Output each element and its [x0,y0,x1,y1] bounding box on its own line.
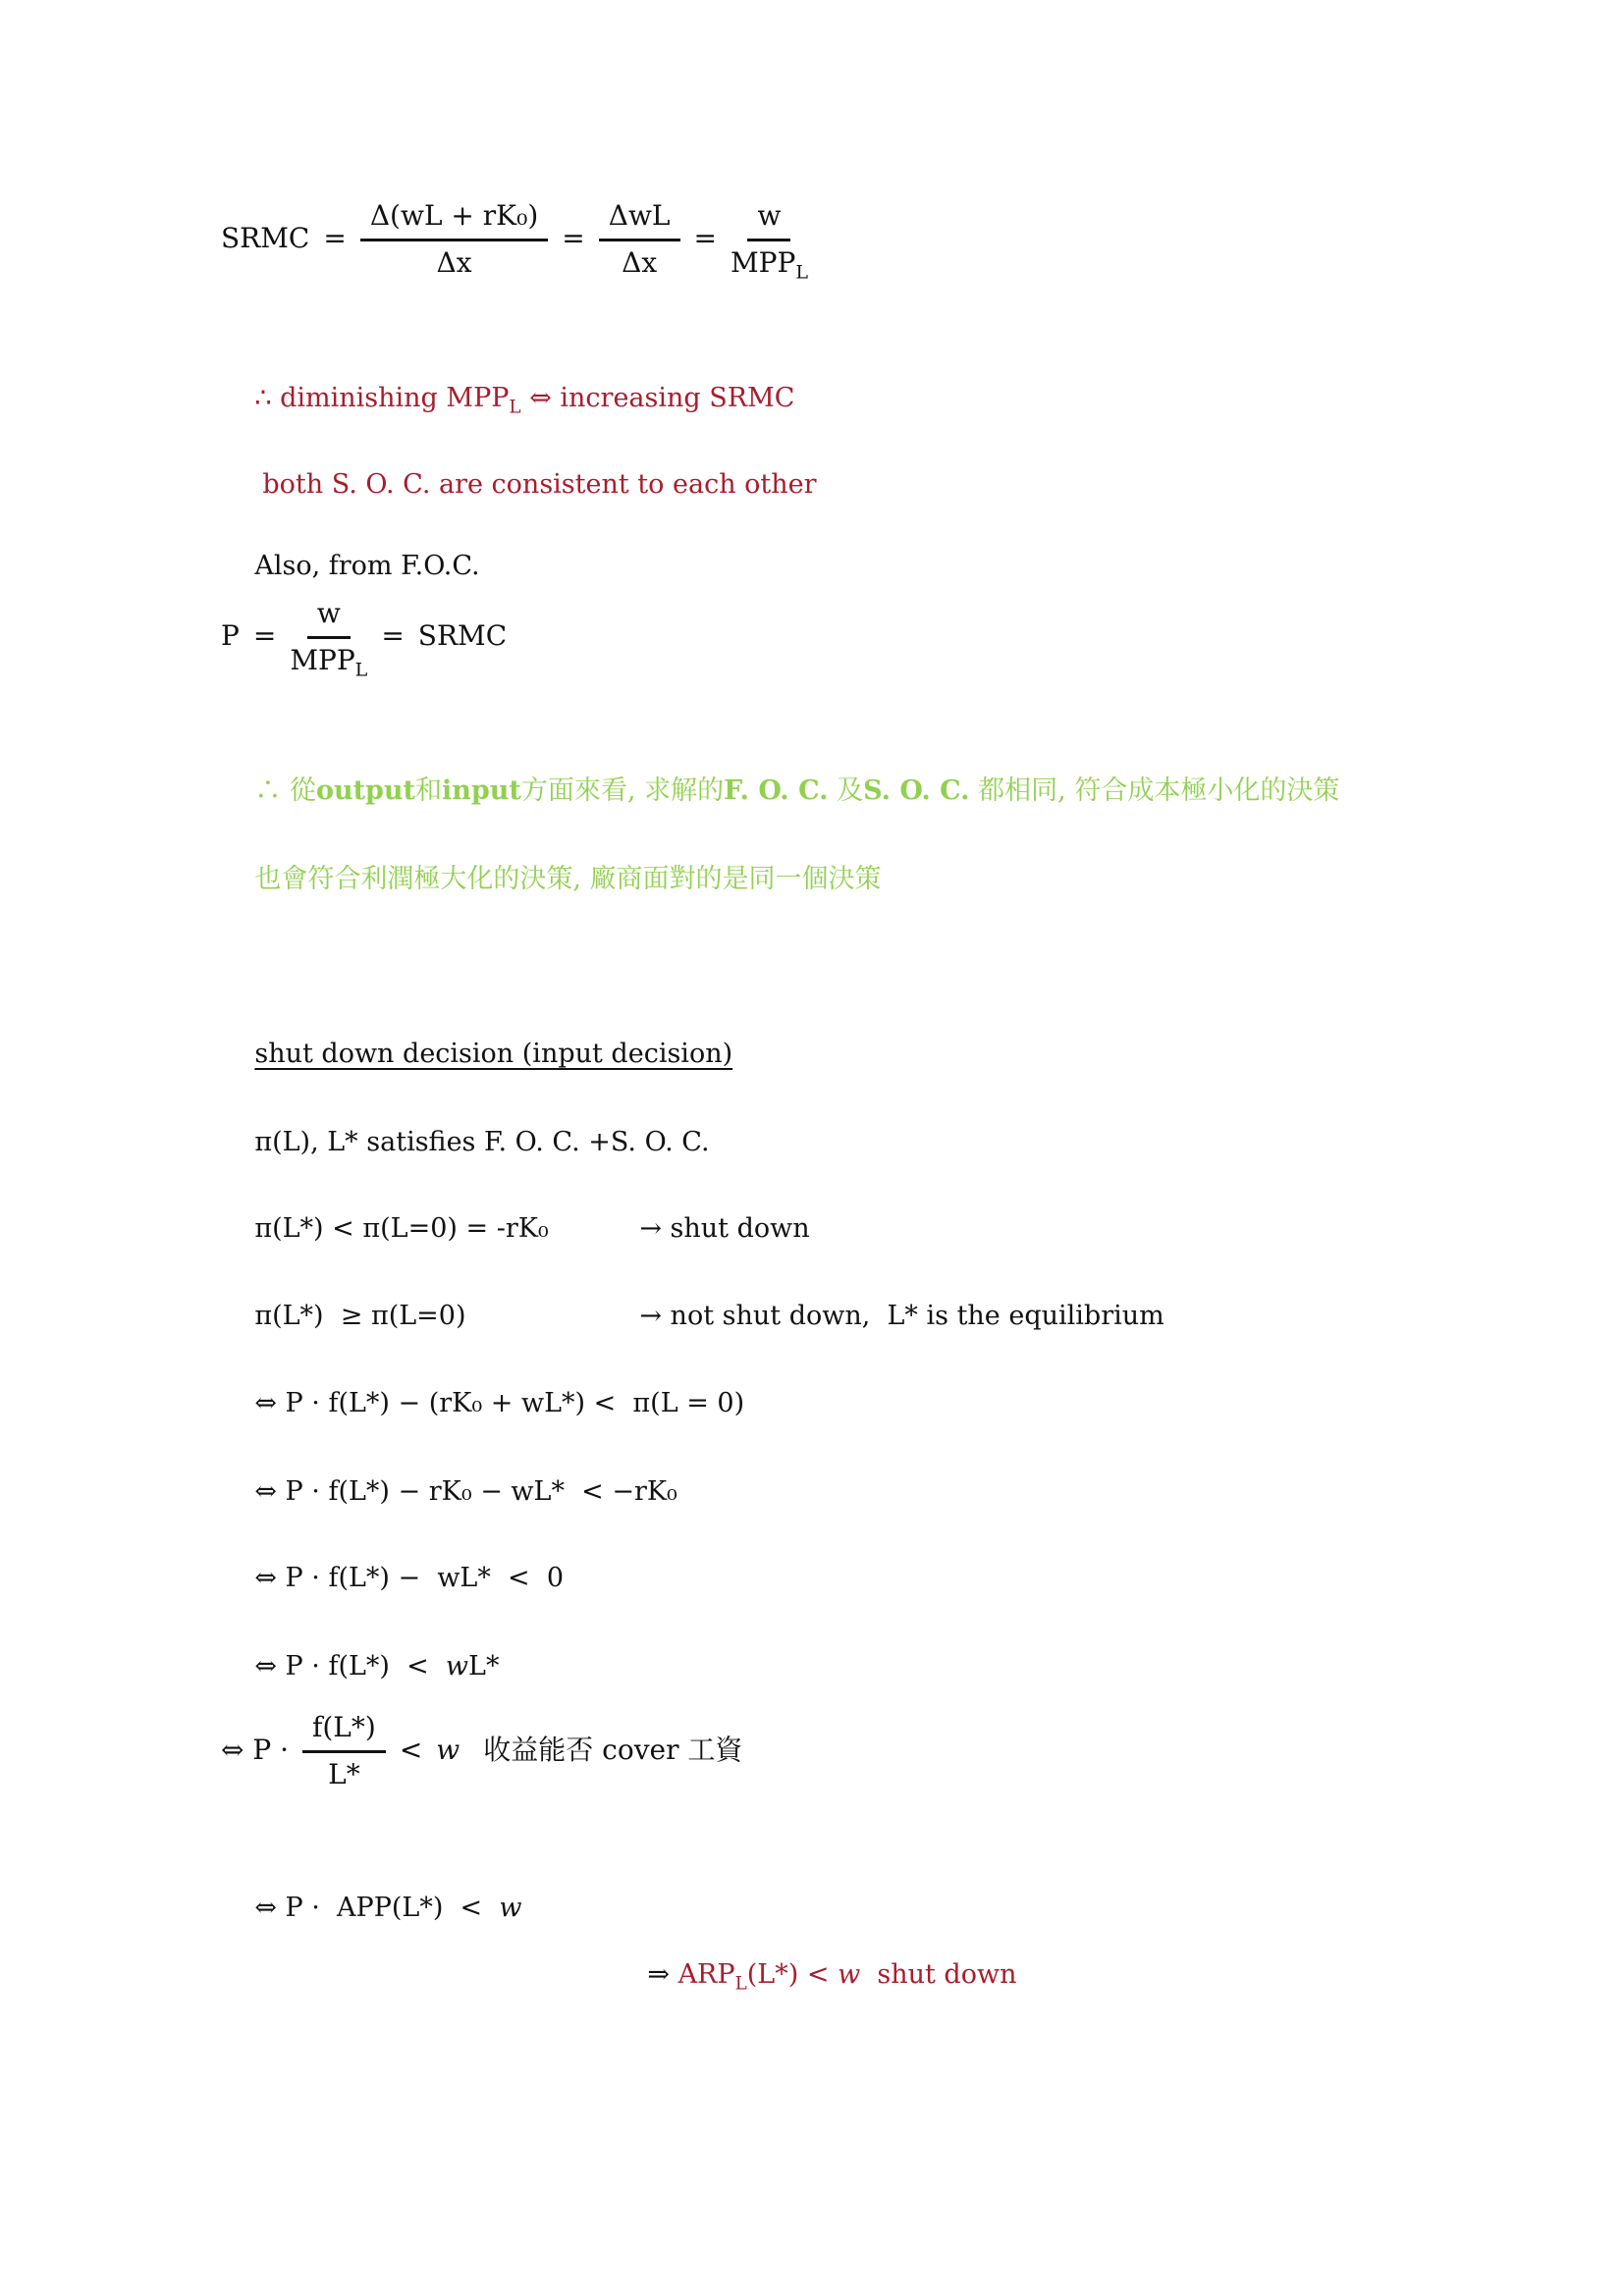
fraction-w-over-mpp [290,594,367,679]
fraction-numerator: w [747,196,790,241]
fraction-numerator: f(L*) [302,1708,386,1753]
equation-text: ⇔ P · f(L*) − wL* < 0 [254,1563,564,1594]
mpp-subscript: L [795,261,808,284]
fraction-numerator: ΔwL [599,196,680,241]
equals-sign: = [323,222,347,255]
note-text: 方面來看, 求解的 [520,775,725,807]
paragraph-text: Also, from F.O.C. [254,551,480,582]
note-text: 和 [415,775,443,807]
implies-arrow: ⇒ [647,1959,678,1991]
fraction-denominator [290,639,367,679]
srmc-formula [221,196,808,282]
wage-variable: w [499,1893,522,1924]
equation-text: ⇔ P · f(L*) < [254,1651,446,1682]
mpp-base: MPP [730,245,796,279]
fraction-numerator: w [307,594,351,639]
note-text: 也會符合利潤極大化的決策, 廠商面對的是同一個決策 [254,864,882,895]
equation-text: ⇔ P · f(L*) − (rK₀ + wL*) < π(L = 0) [254,1388,745,1419]
fraction-w-over-mpp [731,196,808,282]
fraction-denominator: Δx [622,245,658,279]
less-than-sign: < [399,1734,423,1767]
srmc-formula-lhs: SRMC [221,222,310,255]
fraction-denominator [731,241,808,282]
formula-lhs: P [221,619,240,653]
conclusion-inequality: (L*) < [746,1959,839,1991]
fraction-denominator: L* [328,1757,360,1790]
final-conclusion [614,1922,1016,2029]
condition-inequality: π(L*) < π(L=0) = -rK₀ [254,1213,549,1245]
arp-subscript: L [734,1973,747,1995]
equals-sign: = [693,222,717,255]
formula-rhs: SRMC [417,619,508,653]
equation-text: ⇔ P · [221,1734,290,1767]
foc-emphasis: F. O. C. [724,775,829,807]
wage-variable: w [436,1734,460,1767]
section-title: shut down decision (input decision) [254,1039,733,1070]
arp-base: ARP [677,1959,735,1991]
note-text: both S. O. C. are consistent to each other [262,469,817,501]
equation-text: L* [468,1651,500,1682]
paragraph-text: π(L), L* satisfies F. O. C. +S. O. C. [254,1127,710,1158]
conclusion-note-line2 [221,827,882,934]
fraction-denominator: Δx [436,245,472,279]
condition-result: → not shut down, L* is the equilibrium [639,1301,1164,1332]
fraction-wage-change [599,196,680,282]
derivation-step-4 [221,1614,499,1721]
note-text: ∴ diminishing MPP [254,383,510,414]
equation-text: ⇔ P · APP(L*) < [254,1893,500,1924]
note-text: ⇔ increasing SRMC [520,383,795,414]
wage-variable: w [838,1959,861,1991]
equals-sign: = [562,222,585,255]
conclusion-result: shut down [860,1959,1017,1991]
chinese-annotation: 收益能否 cover 工資 [483,1734,743,1767]
input-emphasis: input [442,775,521,807]
note-text: ∴ 從 [254,775,316,807]
note-text: 都相同, 符合成本極小化的決策 [969,775,1340,807]
mpp-subscript: L [354,659,368,681]
note-text: 及 [828,775,864,807]
equals-sign: = [252,619,277,653]
condition-result: → shut down [639,1213,810,1245]
wage-variable: w [445,1651,469,1682]
equation-text: ⇔ P · f(L*) − rK₀ − wL* < −rK₀ [254,1476,677,1508]
price-equals-srmc-formula [221,594,507,679]
fraction-numerator: Δ(wL + rK₀) [360,196,548,241]
derivation-step-6 [221,1855,521,1962]
fraction-app [302,1708,386,1793]
equals-sign: = [381,619,405,653]
condition-inequality: π(L*) ≥ π(L=0) [254,1301,466,1332]
mpp-subscript: L [509,397,521,418]
derivation-step-5 [221,1708,742,1793]
mpp-base: MPP [290,643,355,676]
output-emphasis: output [315,775,416,807]
fraction-cost-change [360,196,548,282]
soc-emphasis: S. O. C. [863,775,970,807]
